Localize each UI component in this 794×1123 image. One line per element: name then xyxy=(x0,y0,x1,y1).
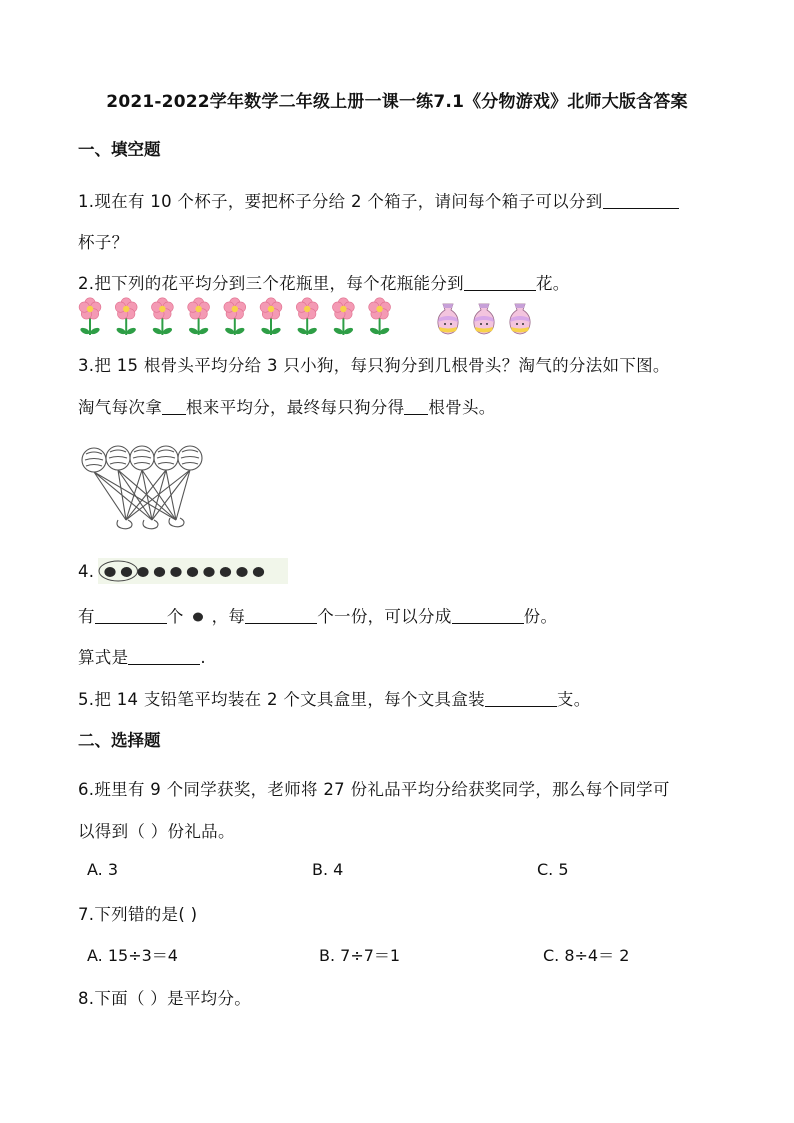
question-2-line xyxy=(78,270,570,294)
flower-icon xyxy=(369,298,391,336)
dog-head-3 xyxy=(130,446,154,470)
question-7-option-b[interactable]: B. 7÷7＝1 xyxy=(319,946,401,965)
dot-mark xyxy=(187,567,198,577)
question-5-blank[interactable] xyxy=(485,692,557,707)
flower-icon xyxy=(188,298,210,336)
dog-head-2 xyxy=(106,446,130,470)
question-3-line-1: 3.把 15 根骨头平均分给 3 只小狗，每只狗分到几根骨头？淘气的分法如下图。 xyxy=(78,356,670,375)
vases-illustration xyxy=(432,300,532,340)
question-6-option-b[interactable]: B. 4 xyxy=(312,860,344,879)
flower-icon xyxy=(260,298,282,336)
question-7-option-c[interactable]: C. 8÷4＝ 2 xyxy=(543,946,630,965)
dog-head-1 xyxy=(82,448,106,472)
section-heading-choice: 二、选择题 xyxy=(78,731,161,750)
question-6-line-1: 6.班里有 9 个同学获奖，老师将 27 份礼品平均分给获奖同学，那么每个同学可 xyxy=(78,780,670,799)
question-4-line-1 xyxy=(78,603,557,627)
dot-mark xyxy=(220,567,231,577)
question-4-formula-blank[interactable] xyxy=(128,650,200,665)
vase-icon xyxy=(510,304,530,334)
bowl-2 xyxy=(143,520,158,529)
question-7-option-a[interactable]: A. 15÷3＝4 xyxy=(87,946,178,965)
flowers-illustration xyxy=(76,297,406,339)
question-4-blank-3[interactable] xyxy=(452,609,524,624)
dog-head-5 xyxy=(178,446,202,470)
question-5-line xyxy=(78,686,591,710)
question-4-text-d: 个一份，可以分成 xyxy=(317,607,452,626)
dot-mark xyxy=(253,567,264,577)
question-5-suffix: 支。 xyxy=(556,690,591,709)
question-1-blank[interactable] xyxy=(603,194,679,209)
dot-mark xyxy=(137,567,148,577)
dot-mark xyxy=(104,567,115,577)
flower-icon xyxy=(224,298,246,336)
dots-illustration xyxy=(98,558,288,584)
flower-icon xyxy=(151,298,173,336)
dogs-bones-sketch xyxy=(74,440,209,532)
connecting-lines xyxy=(94,470,190,520)
dot-mark xyxy=(170,567,181,577)
vase-icon xyxy=(474,304,494,334)
question-7-stem: 7.下列错的是( ) xyxy=(78,905,198,924)
flower-icon xyxy=(296,298,318,336)
question-3-blank-2[interactable] xyxy=(404,400,428,415)
question-4-blank-2[interactable] xyxy=(245,609,317,624)
question-4-text-c: ，每 xyxy=(211,607,246,626)
page-title: 2021-2022学年数学二年级上册一课一练7.1《分物游戏》北师大版含答案 xyxy=(106,92,688,112)
question-2-text: 2.把下列的花平均分到三个花瓶里，每个花瓶能分到 xyxy=(78,274,464,293)
question-1-text: 1.现在有 10 个杯子，要把杯子分给 2 个箱子，请问每个箱子可以分到 xyxy=(78,192,603,211)
flower-icon xyxy=(115,298,137,336)
question-4-blank-1[interactable] xyxy=(95,609,167,624)
question-3-line-2 xyxy=(78,394,496,418)
flower-icon xyxy=(79,298,101,336)
question-1-line-2: 杯子？ xyxy=(78,233,129,252)
dot-mark xyxy=(236,567,247,577)
dot-mark xyxy=(121,567,132,577)
question-4-line-2 xyxy=(78,644,206,668)
question-6-option-a[interactable]: A. 3 xyxy=(87,860,119,879)
question-3-blank-1[interactable] xyxy=(162,400,186,415)
question-3-text-c: 根骨头。 xyxy=(428,398,496,417)
vase-icon xyxy=(438,304,458,334)
question-3-text-a: 淘气每次拿 xyxy=(78,398,162,417)
dot-mark xyxy=(154,567,165,577)
question-6-line-2: 以得到（ ）份礼品。 xyxy=(78,822,235,841)
question-1-line-1 xyxy=(78,188,679,212)
question-4-text-a: 有 xyxy=(78,607,95,626)
question-4-number: 4. xyxy=(78,562,95,581)
question-4-text-e: 份。 xyxy=(523,607,558,626)
bowl-1 xyxy=(117,520,132,529)
question-2-suffix: 花。 xyxy=(535,274,570,293)
question-8-stem: 8.下面（ ）是平均分。 xyxy=(78,989,252,1008)
section-heading-fill-blank: 一、填空题 xyxy=(78,140,161,159)
dot-icon xyxy=(184,607,212,626)
question-2-blank[interactable] xyxy=(464,276,536,291)
dog-head-4 xyxy=(154,446,178,470)
question-4-text-b: 个 xyxy=(166,607,184,626)
question-3-text-b: 根来平均分，最终每只狗分得 xyxy=(186,398,405,417)
dot-mark xyxy=(203,567,214,577)
question-5-text: 5.把 14 支铅笔平均装在 2 个文具盒里，每个文具盒装 xyxy=(78,690,485,709)
question-4-formula-label: 算式是 xyxy=(78,648,129,667)
question-6-option-c[interactable]: C. 5 xyxy=(537,860,569,879)
question-4-period: . xyxy=(200,648,206,667)
flower-icon xyxy=(332,298,354,336)
